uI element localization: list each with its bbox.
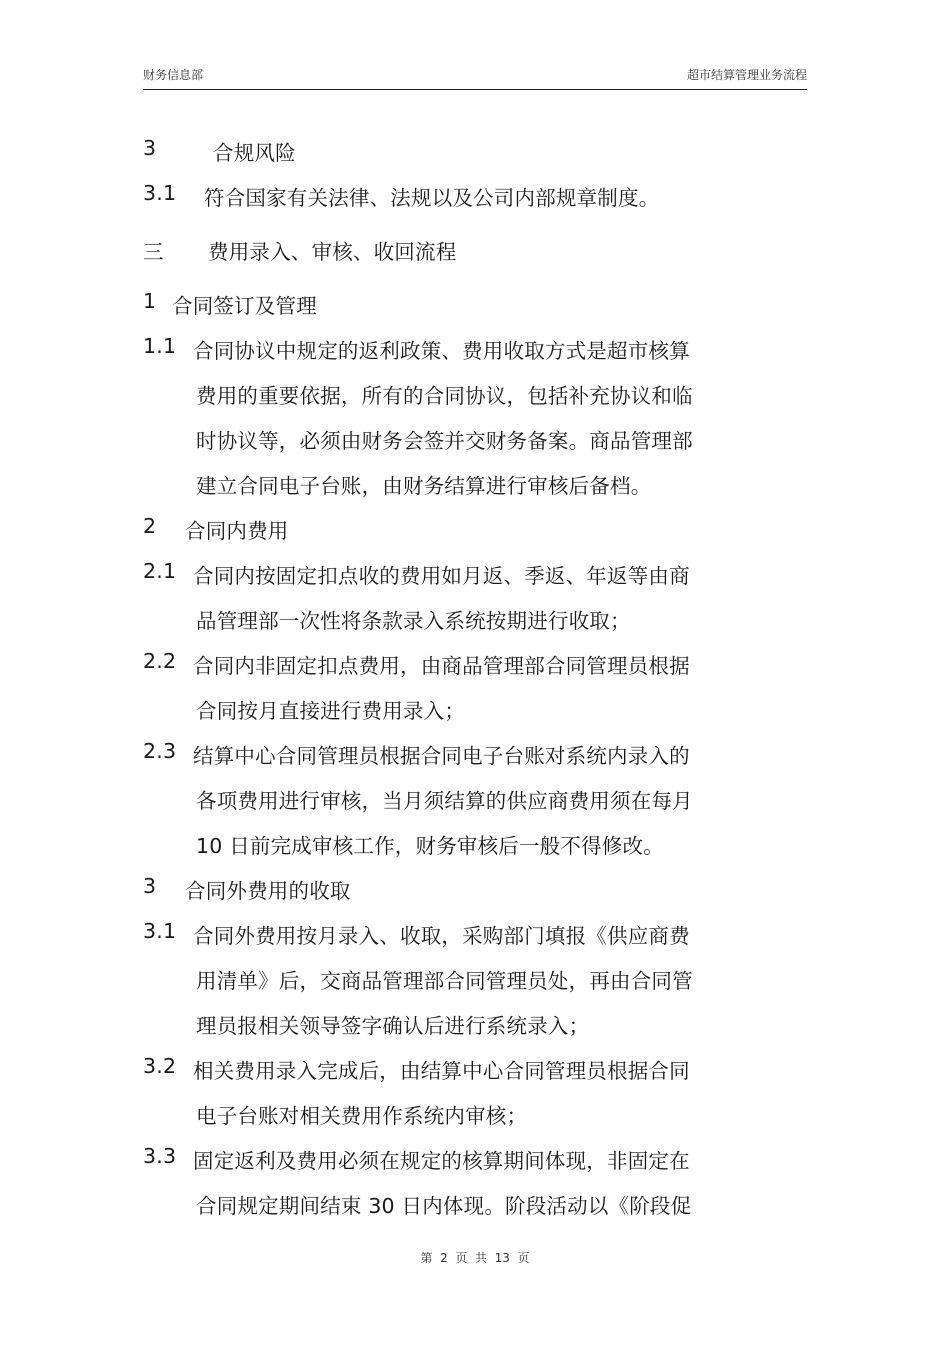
section-number: 1 — [143, 289, 157, 313]
page-footer: 第 2 页 共 13 页 — [420, 1251, 530, 1265]
section-number: 2 — [143, 514, 157, 538]
line-text: 时协议等，必须由财务会签并交财务备案。商品管理部 — [196, 429, 693, 453]
line-text: 符合国家有关法律、法规以及公司内部规章制度。 — [204, 186, 660, 210]
line-text: 理员报相关领导签字确认后进行系统录入； — [196, 1014, 590, 1038]
line-text: 建立合同电子台账，由财务结算进行审核后备档。 — [196, 474, 652, 498]
line-text: 10 日前完成审核工作，财务审核后一般不得修改。 — [196, 834, 664, 858]
section-number: 三 — [143, 240, 164, 264]
line-text: 合同签订及管理 — [172, 294, 317, 318]
line-text: 电子台账对相关费用作系统内审核； — [196, 1104, 528, 1128]
line-text: 费用的重要依据，所有的合同协议，包括补充协议和临 — [196, 384, 693, 408]
section-number: 3.1 — [143, 181, 177, 205]
line-text: 合同协议中规定的返利政策、费用收取方式是超市核算 — [193, 339, 690, 363]
line-text: 合同内非固定扣点费用，由商品管理部合同管理员根据 — [193, 654, 690, 678]
line-text: 费用录入、审核、收回流程 — [208, 240, 457, 264]
section-number: 3.3 — [143, 1144, 177, 1168]
line-text: 品管理部一次性将条款录入系统按期进行收取； — [196, 609, 631, 633]
line-text: 固定返利及费用必须在规定的核算期间体现，非固定在 — [193, 1149, 690, 1173]
line-text: 合同内按固定扣点收的费用如月返、季返、年返等由商 — [193, 564, 690, 588]
line-text: 用清单》后，交商品管理部合同管理员处，再由合同管 — [196, 969, 693, 993]
section-number: 3 — [143, 136, 157, 160]
header-divider — [143, 89, 807, 90]
line-text: 合同外费用按月录入、收取，采购部门填报《供应商费 — [193, 924, 690, 948]
header-department: 财务信息部 — [143, 68, 204, 82]
line-text: 合同外费用的收取 — [185, 879, 351, 903]
line-text: 合同内费用 — [185, 519, 289, 543]
line-text: 合规风险 — [213, 141, 296, 165]
section-number: 2.1 — [143, 559, 177, 583]
line-text: 相关费用录入完成后，由结算中心合同管理员根据合同 — [193, 1059, 690, 1083]
header-document-title: 超市结算管理业务流程 — [686, 68, 807, 82]
section-number: 2.2 — [143, 649, 177, 673]
section-number: 3.1 — [143, 919, 177, 943]
line-text: 合同规定期间结束 30 日内体现。阶段活动以《阶段促 — [196, 1194, 692, 1218]
section-number: 2.3 — [143, 739, 177, 763]
section-number: 1.1 — [143, 334, 177, 358]
line-text: 各项费用进行审核，当月须结算的供应商费用须在每月 — [196, 789, 693, 813]
section-number: 3 — [143, 874, 157, 898]
section-number: 3.2 — [143, 1054, 177, 1078]
line-text: 合同按月直接进行费用录入； — [196, 699, 466, 723]
line-text: 结算中心合同管理员根据合同电子台账对系统内录入的 — [193, 744, 690, 768]
